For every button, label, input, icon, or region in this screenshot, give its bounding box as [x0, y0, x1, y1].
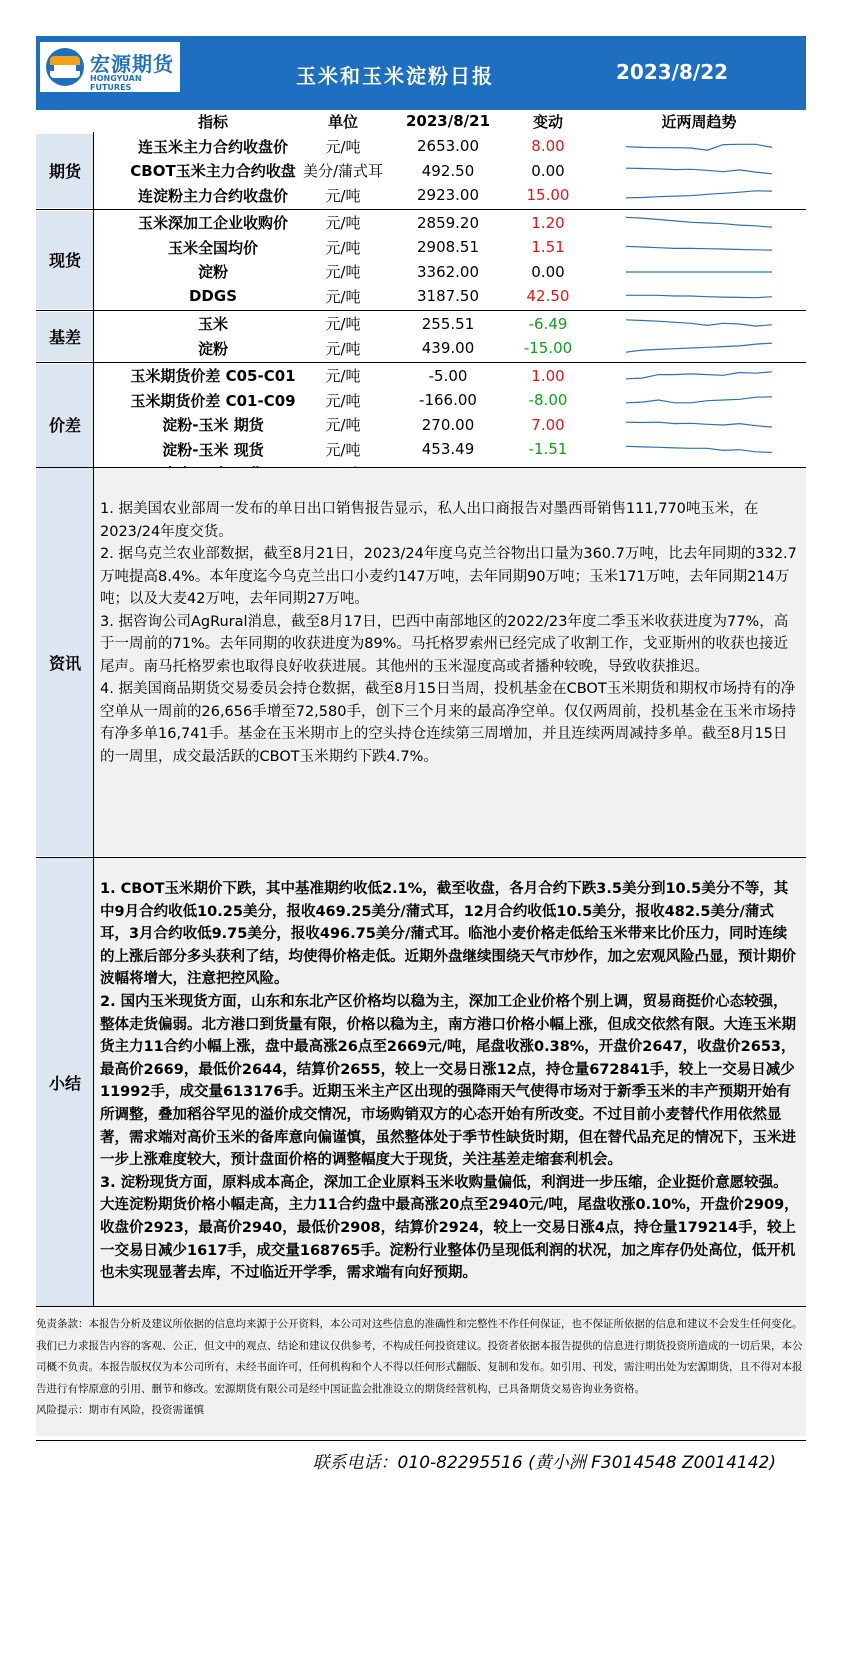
indicator-change: -15.00	[523, 339, 573, 358]
trend-sparkline	[594, 364, 804, 389]
indicator-unit: 元/吨	[325, 315, 361, 334]
summary-paragraph: 3. 淀粉现货方面，原料成本高企，深加工企业原料玉米收购量偏低，利润进一步压缩，企业挺价意愿较强。大连淀粉期货价格小幅走高，主力11合约盘中最高涨20点至2940元/吨，尾盘收涨0.10%，开盘价2909，收盘价2923，最高价2940，最低价2908，结算价2924，较上一交易日涨4点，持仓量179214手，较上一交易日减少1617手，成交量168765手。淀粉行业整体仍呈现低利润的状况，加之库存仍处高位，低开机也未实现显著去库，不过临近开学季，需求端有向好预期。	[100, 1174, 799, 1282]
sparkline-chart	[624, 287, 774, 305]
col-header-trend: 近两周趋势	[661, 112, 737, 131]
trend-sparkline	[594, 388, 804, 413]
news-paragraph: 4. 据美国商品期货交易委员会持仓数据，截至8月15日当周，投机基金在CBOT玉米期货和期权市场持有的净空单从一周前的26,656手增至72,580手，创下三个月来的最高净空单。仅仅两周前，投机基金在玉米市场持有净多单16,741手。基金在玉米期市上的空头持仓连续第三周增加，并且连续两周减持多单。截至8月15日的一周里，成交最活跃的CBOT玉米期约下跌4.7%。	[100, 681, 796, 765]
indicator-value: 439.00	[421, 339, 475, 358]
sparkline-series	[626, 296, 772, 298]
indicator-name: 玉米	[197, 315, 228, 334]
indicator-change: 0.00	[531, 262, 565, 281]
sparkline-series	[626, 343, 772, 352]
report-page	[36, 36, 806, 1668]
trend-sparkline	[594, 235, 804, 260]
news-text	[100, 498, 800, 768]
trend-sparkline	[594, 437, 804, 462]
indicator-value: 2859.20	[416, 213, 480, 232]
indicator-unit: 元/吨	[325, 367, 361, 386]
divider	[36, 467, 806, 468]
disclaimer-paragraph: 免责条款：本报告分析及建议所依据的信息均来源于公开资料，本公司对这些信息的准确性和完整性不作任何保证，也不保证所依据的信息和建议不会发生任何变化。我们已力求报告内容的客观、公正，但文中的观点、结论和建议仅供参考，不构成任何投资建议。投资者依据本报告提供的信息进行期货投资所造成的一切后果，本公司概不负责。本报告版权仅为本公司所有，未经书面许可，任何机构和个人不得以任何形式翻版、复制和发布。如引用、刊发，需注明出处为宏源期货，且不得对本报告进行有悖原意的引用、删节和修改。宏源期货有限公司是经中国证监会批准设立的期货经营机构，已具备期货交易咨询业务资格。	[36, 1318, 803, 1395]
section-label: 现货	[36, 211, 94, 309]
sparkline-chart	[624, 137, 774, 155]
sparkline-series	[626, 422, 772, 427]
indicator-name: 连淀粉主力合约收盘价	[137, 186, 288, 205]
indicator-value: 2923.00	[416, 186, 480, 205]
summary-text	[100, 878, 800, 1285]
sparkline-chart	[624, 315, 774, 333]
indicator-value: -166.00	[419, 391, 477, 410]
table-header-row	[36, 110, 806, 132]
indicator-value: 2908.51	[416, 238, 480, 257]
report-header	[36, 36, 806, 110]
trend-sparkline	[594, 312, 804, 337]
indicator-name: 淀粉-玉米 期货	[162, 416, 264, 435]
table-row	[36, 260, 806, 285]
table-row	[36, 336, 806, 361]
divider	[36, 209, 806, 210]
table-row	[36, 312, 806, 337]
news-section-label: 资讯	[36, 468, 94, 856]
summary-paragraph: 1. CBOT玉米期价下跌，其中基准期约收低2.1%，截至收盘，各月合约下跌3.5美分到10.5美分不等，其中9月合约收低10.25美分，报收469.25美分/蒲式耳，12月合约收低10.5美分，报收482.5美分/蒲式耳，3月合约收低9.75美分，报收496.75美分/蒲式耳。临池小麦价格走低给玉米带来比价压力，同时连续的上涨后部分多头获利了结，均使得价格走低。近期外盘继续围绕天气市炒作，加之宏观风险凸显，预计期价波幅将增大，注意把控风险。	[100, 881, 796, 988]
sparkline-series	[626, 168, 772, 174]
trend-sparkline	[594, 211, 804, 236]
indicator-change: 0.00	[531, 161, 565, 180]
sparkline-chart	[624, 440, 774, 458]
sparkline-series	[626, 397, 772, 403]
news-paragraph: 1. 据美国农业部周一发布的单日出口销售报告显示，私人出口商报告对墨西哥销售111,770吨玉米，在2023/24年度交货。	[100, 501, 759, 540]
sparkline-series	[626, 247, 772, 251]
col-header-date: 2023/8/21	[405, 112, 491, 130]
indicator-name: 淀粉	[197, 263, 228, 282]
logo-english-name: HONGYUAN FUTURES	[90, 74, 142, 92]
divider	[36, 362, 806, 363]
table-row	[36, 413, 806, 438]
contact-line: 联系电话：010-82295516 (黄小洲 F3014548 Z0014142)	[312, 1453, 776, 1473]
news-paragraph: 3. 据咨询公司AgRural消息，截至8月17日，巴西中南部地区的2022/23年度二季玉米收获进度为77%，高于一周前的71%。去年同期的收获进度为89%。马托格罗索州已经完成了收割工作，戈亚斯州的收获也接近尾声。南马托格罗索也取得良好收获进展。其他州的玉米湿度高或者播种较晚，导致收获推迟。	[100, 613, 789, 675]
company-logo	[40, 42, 180, 92]
divider	[36, 1440, 806, 1441]
sparkline-chart	[624, 391, 774, 409]
indicator-unit: 元/吨	[325, 238, 361, 257]
section-label: 价差	[36, 364, 94, 487]
trend-sparkline	[594, 134, 804, 159]
sparkline-series	[626, 446, 772, 452]
table-row	[36, 388, 806, 413]
sparkline-chart	[624, 214, 774, 232]
table-row	[36, 437, 806, 462]
table-row	[36, 211, 806, 236]
sparkline-chart	[624, 339, 774, 357]
indicator-name: 玉米期货价差 C01-C09	[130, 391, 296, 410]
report-date: 2023/8/22	[616, 60, 729, 84]
sparkline-chart	[624, 263, 774, 281]
section-label: 基差	[36, 312, 94, 361]
logo-chinese-name: 宏源期货	[90, 52, 174, 76]
indicator-unit: 元/吨	[325, 137, 361, 156]
col-header-indicator: 指标	[197, 112, 228, 131]
col-header-unit: 单位	[327, 112, 358, 131]
indicator-unit: 元/吨	[325, 391, 361, 410]
indicator-change: -8.00	[528, 391, 568, 410]
indicator-value: -5.00	[428, 366, 468, 385]
indicator-unit: 元/吨	[325, 339, 361, 358]
indicator-change: 1.20	[531, 213, 565, 232]
divider	[36, 310, 806, 311]
table-row	[36, 364, 806, 389]
report-title: 玉米和玉米淀粉日报	[296, 64, 494, 88]
indicator-value: 3362.00	[416, 262, 480, 281]
sparkline-chart	[624, 238, 774, 256]
sparkline-series	[626, 191, 772, 198]
sparkline-chart	[624, 186, 774, 204]
trend-sparkline	[594, 336, 804, 361]
indicator-change: 1.51	[531, 238, 565, 257]
table-row	[36, 235, 806, 260]
indicator-unit: 元/吨	[325, 214, 361, 233]
disclaimer-text	[36, 1314, 806, 1422]
indicator-change: 15.00	[526, 186, 570, 205]
indicator-unit: 元/吨	[325, 186, 361, 205]
risk-warning: 风险提示：期市有风险，投资需谨慎	[36, 1404, 204, 1416]
col-header-change: 变动	[532, 112, 563, 131]
indicator-name: CBOT玉米主力合约收盘	[130, 162, 296, 181]
table-row	[36, 134, 806, 159]
indicator-change: 8.00	[531, 137, 565, 156]
table-row	[36, 159, 806, 184]
trend-sparkline	[594, 284, 804, 309]
indicator-unit: 元/吨	[325, 416, 361, 435]
trend-sparkline	[594, 413, 804, 438]
trend-sparkline	[594, 260, 804, 285]
indicator-name: 玉米期货价差 C05-C01	[130, 367, 296, 386]
divider	[93, 132, 94, 1306]
news-paragraph: 2. 据乌克兰农业部数据，截至8月21日，2023/24年度乌克兰谷物出口量为360.7万吨，比去年同期的332.7万吨提高8.4%。本年度迄今乌克兰出口小麦约147万吨，去年同期90万吨；玉米171万吨，去年同期214万吨；以及大麦42万吨，去年同期27万吨。	[100, 546, 797, 607]
sparkline-chart	[624, 416, 774, 434]
sparkline-chart	[624, 367, 774, 385]
indicator-value: 492.50	[421, 161, 475, 180]
indicator-change: 1.00	[531, 366, 565, 385]
table-row	[36, 284, 806, 309]
sparkline-series	[626, 145, 772, 151]
indicator-change: -6.49	[528, 314, 568, 333]
sparkline-chart	[624, 162, 774, 180]
indicator-name: DDGS	[188, 287, 238, 306]
trend-sparkline	[594, 159, 804, 184]
divider	[36, 1306, 806, 1307]
indicator-change: 42.50	[526, 287, 570, 306]
logo-emblem-icon	[46, 48, 84, 86]
trend-sparkline	[594, 183, 804, 208]
section-label: 期货	[36, 134, 94, 208]
indicator-unit: 元/吨	[325, 287, 361, 306]
indicator-change: 7.00	[531, 415, 565, 434]
indicator-change: -1.51	[528, 440, 568, 459]
divider	[36, 857, 806, 858]
summary-section-label: 小结	[36, 858, 94, 1306]
table-row	[36, 183, 806, 208]
indicator-name: 淀粉-玉米 现货	[162, 440, 264, 459]
indicator-name: 玉米深加工企业收购价	[137, 214, 288, 233]
indicator-name: 连玉米主力合约收盘价	[137, 137, 288, 156]
summary-paragraph: 2. 国内玉米现货方面，山东和东北产区价格均以稳为主，深加工企业价格个别上调，贸易商挺价心态较强，整体走货偏弱。北方港口到货量有限，价格以稳为主，南方港口价格小幅上涨，但成交依然有限。大连玉米期货主力11合约小幅上涨，盘中最高涨26点至2669元/吨，尾盘收涨0.38%，开盘价2647，收盘价2653，最高价2669，最低价2644，结算价2655，较上一交易日涨12点，持仓量672841手，较上一交易日减少11992手，成交量613176手。近期玉米主产区出现的强降雨天气使得市场对于新季玉米的丰产预期开始有所调整，叠加稻谷罕见的溢价成交情况，市场购销双方的心态开始有所改变。不过目前小麦替代作用依然显著，需求端对高价玉米的备库意向偏谨慎，虽然整体处于季节性缺货时期，但在替代品充足的情况下，玉米进一步上涨难度较大，预计盘面价格的调整幅度大于现货，关注基差走缩套利机会。	[100, 993, 796, 1169]
indicator-value: 453.49	[421, 440, 475, 459]
indicator-value: 270.00	[421, 415, 475, 434]
indicator-unit: 美分/蒲式耳	[302, 162, 384, 181]
sparkline-series	[626, 320, 772, 326]
indicator-name: 淀粉	[197, 339, 228, 358]
sparkline-series	[626, 217, 772, 227]
sparkline-series	[626, 372, 772, 379]
indicator-value: 2653.00	[416, 137, 480, 156]
indicator-value: 3187.50	[416, 287, 480, 306]
indicator-unit: 元/吨	[325, 440, 361, 459]
indicator-value: 255.51	[421, 314, 475, 333]
indicator-name: 玉米全国均价	[167, 238, 258, 257]
indicator-unit: 元/吨	[325, 263, 361, 282]
